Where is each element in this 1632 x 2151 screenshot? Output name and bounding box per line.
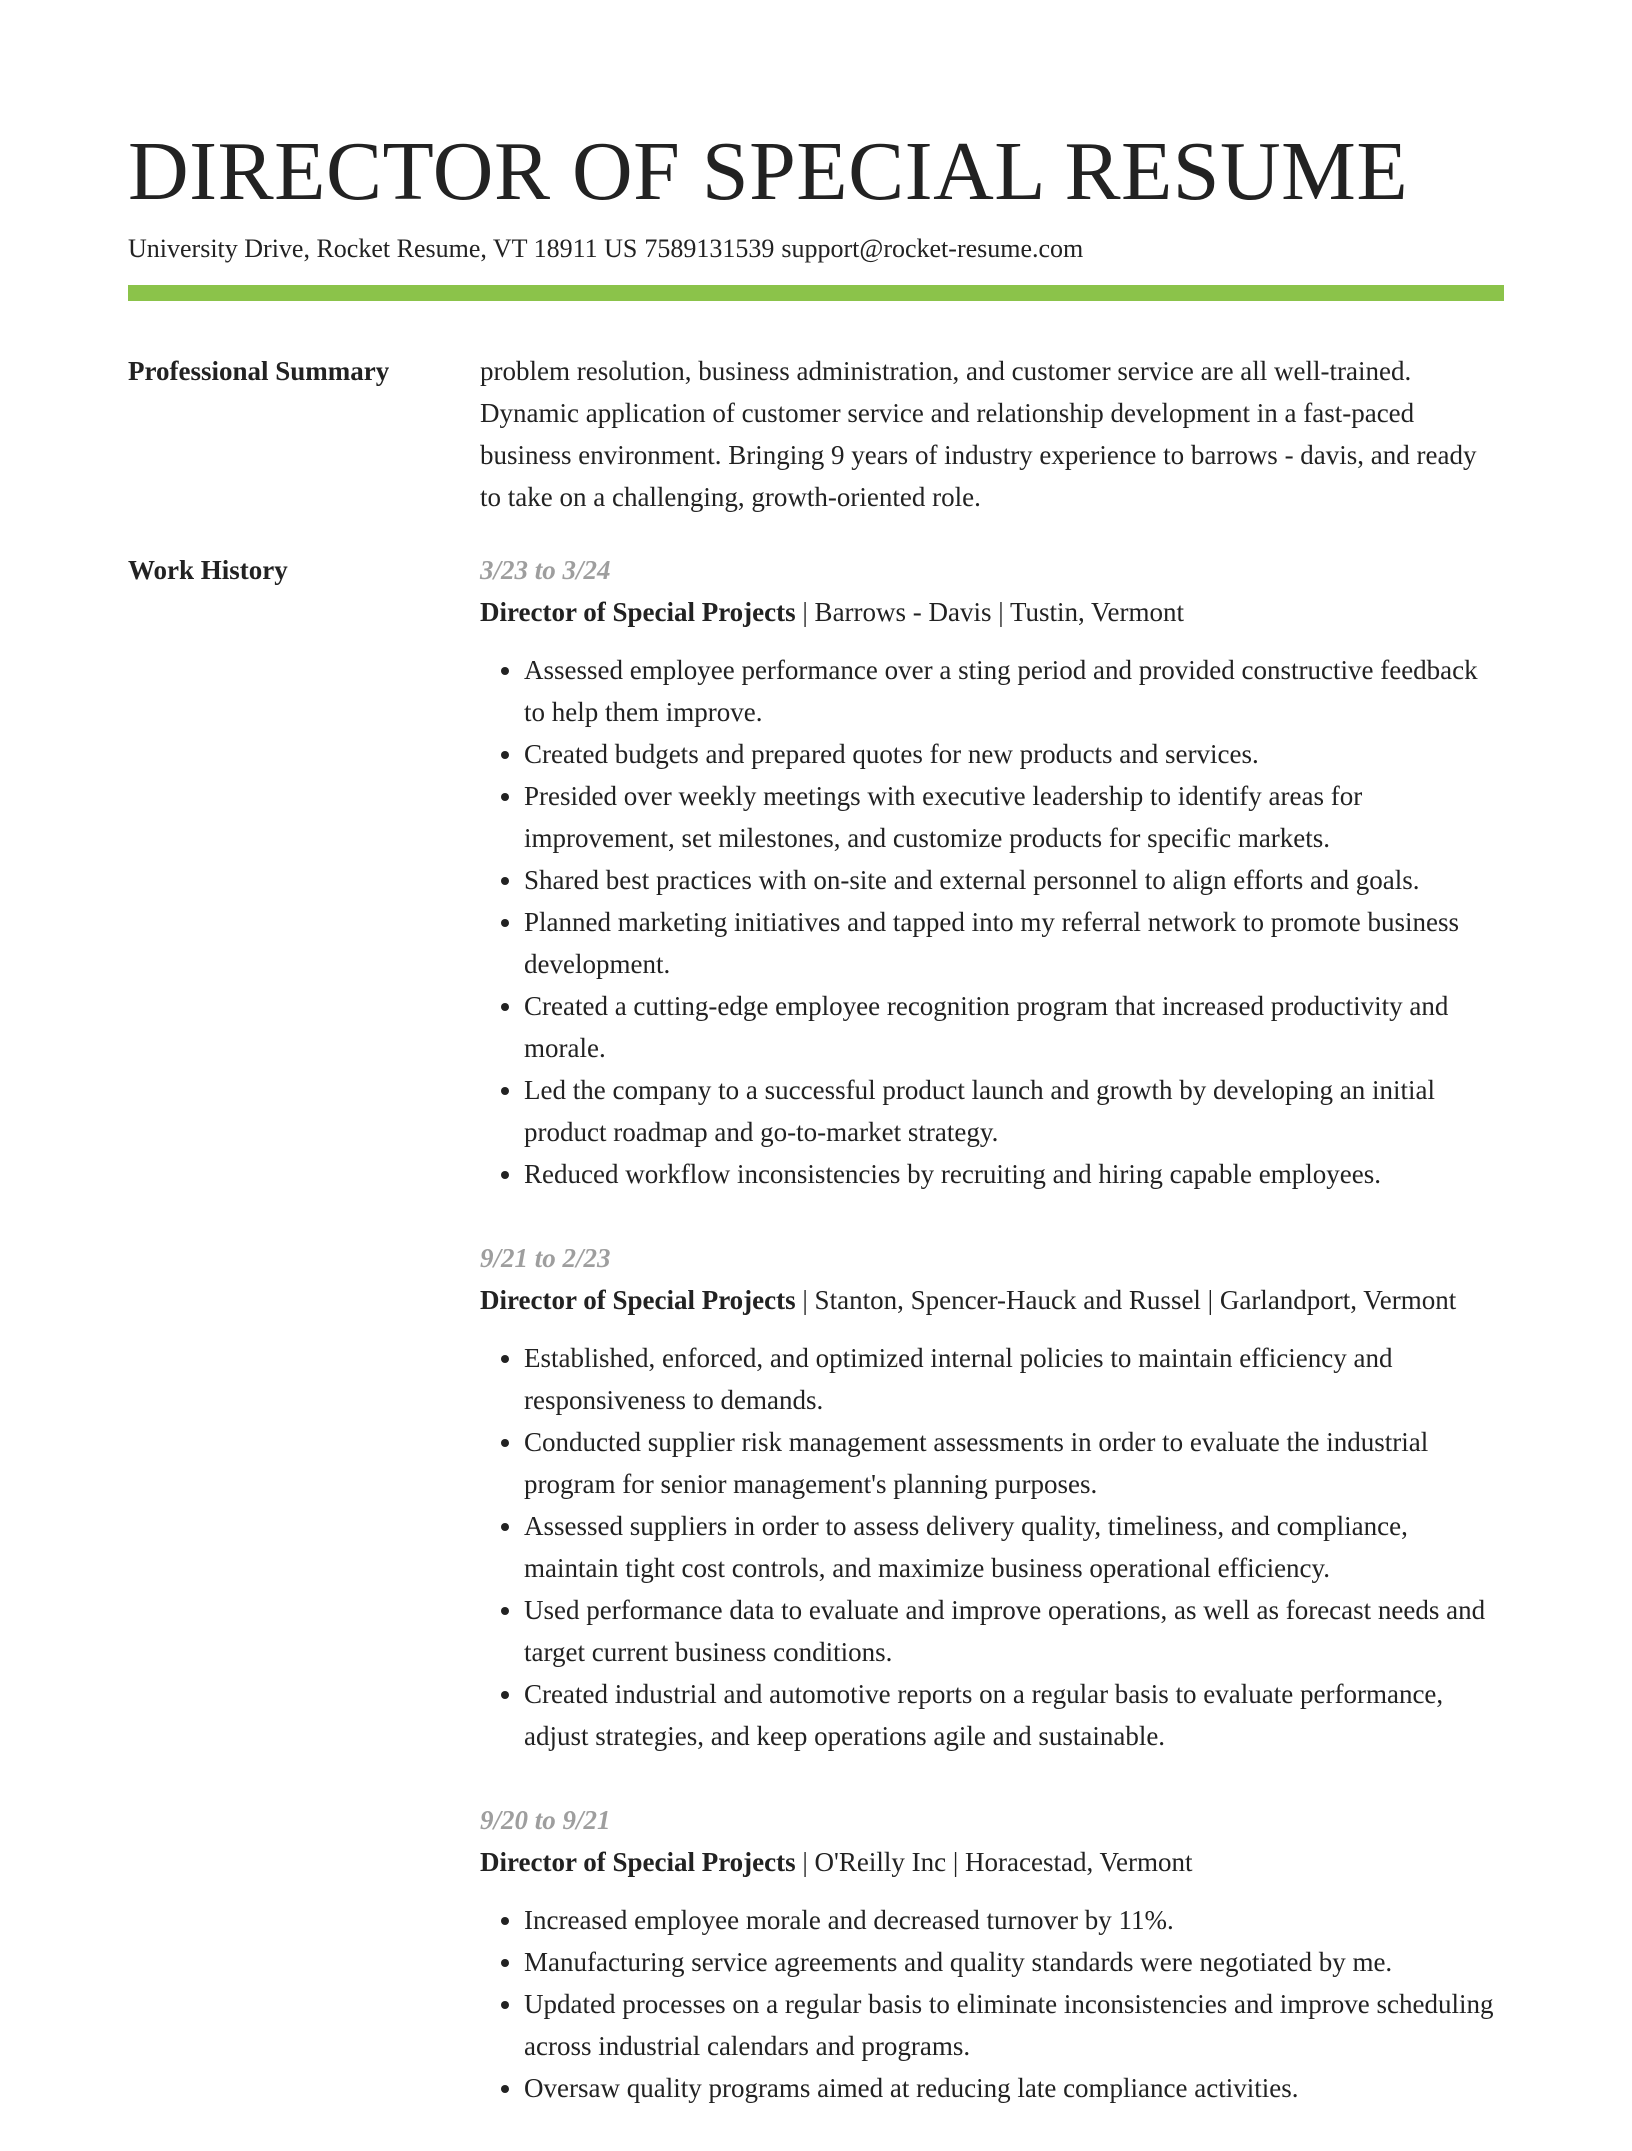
work-history-section-title: Work History: [128, 555, 288, 585]
job-details: | Stanton, Spencer-Hauck and Russel | Garlandport, Vermont: [795, 1285, 1457, 1315]
job-bullet: • Planned marketing initiatives and tapped into my referral network to promote business development.: [524, 901, 1504, 985]
work-history-body: [480, 549, 1504, 2151]
job-bullet: • Assessed employee performance over a sting period and provided constructive feedback to help them improve.: [524, 649, 1504, 733]
job-bullet: • Led the company to a successful product launch and growth by developing an initial product roadmap and go-to-market strategy.: [524, 1069, 1504, 1153]
job-entry: [480, 1799, 1504, 2109]
job-title-line: [480, 591, 1504, 633]
header-divider: [128, 285, 1504, 301]
job-title: Director of Special Projects: [480, 1847, 796, 1877]
job-bullet: • Reduced workflow inconsistencies by recruiting and hiring capable employees.: [524, 1153, 1504, 1195]
job-bullet: • Updated processes on a regular basis to eliminate inconsistencies and improve scheduling across industrial calendars and programs.: [524, 1983, 1504, 2067]
job-title-line: [480, 1279, 1504, 1321]
job-bullet: • Created industrial and automotive reports on a regular basis to evaluate performance, adjust strategies, and keep operations agile and sustainable.: [524, 1673, 1504, 1757]
job-bullet: • Conducted supplier risk management assessments in order to evaluate the industrial program for senior management's planning purposes.: [524, 1421, 1504, 1505]
contact-line: [128, 232, 1083, 266]
job-bullet: • Oversaw quality programs aimed at reducing late compliance activities.: [524, 2067, 1504, 2109]
job-title: Director of Special Projects: [480, 1285, 796, 1315]
job-bullet-list: [480, 1337, 1504, 1757]
contact-phone: 7589131539: [644, 234, 775, 263]
job-bullet: • Increased employee morale and decreased turnover by 11%.: [524, 1899, 1504, 1941]
job-bullet: • Assessed suppliers in order to assess delivery quality, timeliness, and compliance, maintain tight cost controls, and maximize business operational efficiency.: [524, 1505, 1504, 1589]
summary-body: [480, 350, 1504, 518]
resume-name-heading: DIRECTOR OF SPECIAL RESUME: [128, 125, 1409, 218]
job-bullet: • Manufacturing service agreements and quality standards were negotiated by me.: [524, 1941, 1504, 1983]
job-title: Director of Special Projects: [480, 597, 796, 627]
contact-address: University Drive, Rocket Resume, VT 18911 US: [128, 234, 638, 263]
job-details: | O'Reilly Inc | Horacestad, Vermont: [795, 1847, 1193, 1877]
summary-text: problem resolution, business administration, and customer service are all well-trained. Dynamic application of customer service and relationship development in a fast-paced business environment. Bringing 9 years of industry experience to barrows - davis, and ready to take on a challenging, growth-oriented role.: [480, 356, 1477, 512]
job-bullet: • Created budgets and prepared quotes for new products and services.: [524, 733, 1504, 775]
job-bullet: • Created a cutting-edge employee recognition program that increased productivity and morale.: [524, 985, 1504, 1069]
job-details: | Barrows - Davis | Tustin, Vermont: [795, 597, 1184, 627]
job-entry: [480, 1237, 1504, 1757]
job-bullet: • Used performance data to evaluate and improve operations, as well as forecast needs and target current business conditions.: [524, 1589, 1504, 1673]
job-dates: 3/23 to 3/24: [480, 555, 611, 585]
job-dates: 9/20 to 9/21: [480, 1805, 611, 1835]
summary-section-title: Professional Summary: [128, 356, 390, 386]
job-dates: 9/21 to 2/23: [480, 1243, 611, 1273]
job-bullet: • Shared best practices with on-site and external personnel to align efforts and goals.: [524, 859, 1504, 901]
contact-email: support@rocket-resume.com: [781, 234, 1084, 263]
job-entry: [480, 549, 1504, 1195]
job-bullet-list: [480, 649, 1504, 1195]
job-bullet: • Presided over weekly meetings with executive leadership to identify areas for improvement, set milestones, and customize products for specific markets.: [524, 775, 1504, 859]
job-title-line: [480, 1841, 1504, 1883]
job-bullet: • Established, enforced, and optimized internal policies to maintain efficiency and responsiveness to demands.: [524, 1337, 1504, 1421]
job-bullet-list: [480, 1899, 1504, 2109]
